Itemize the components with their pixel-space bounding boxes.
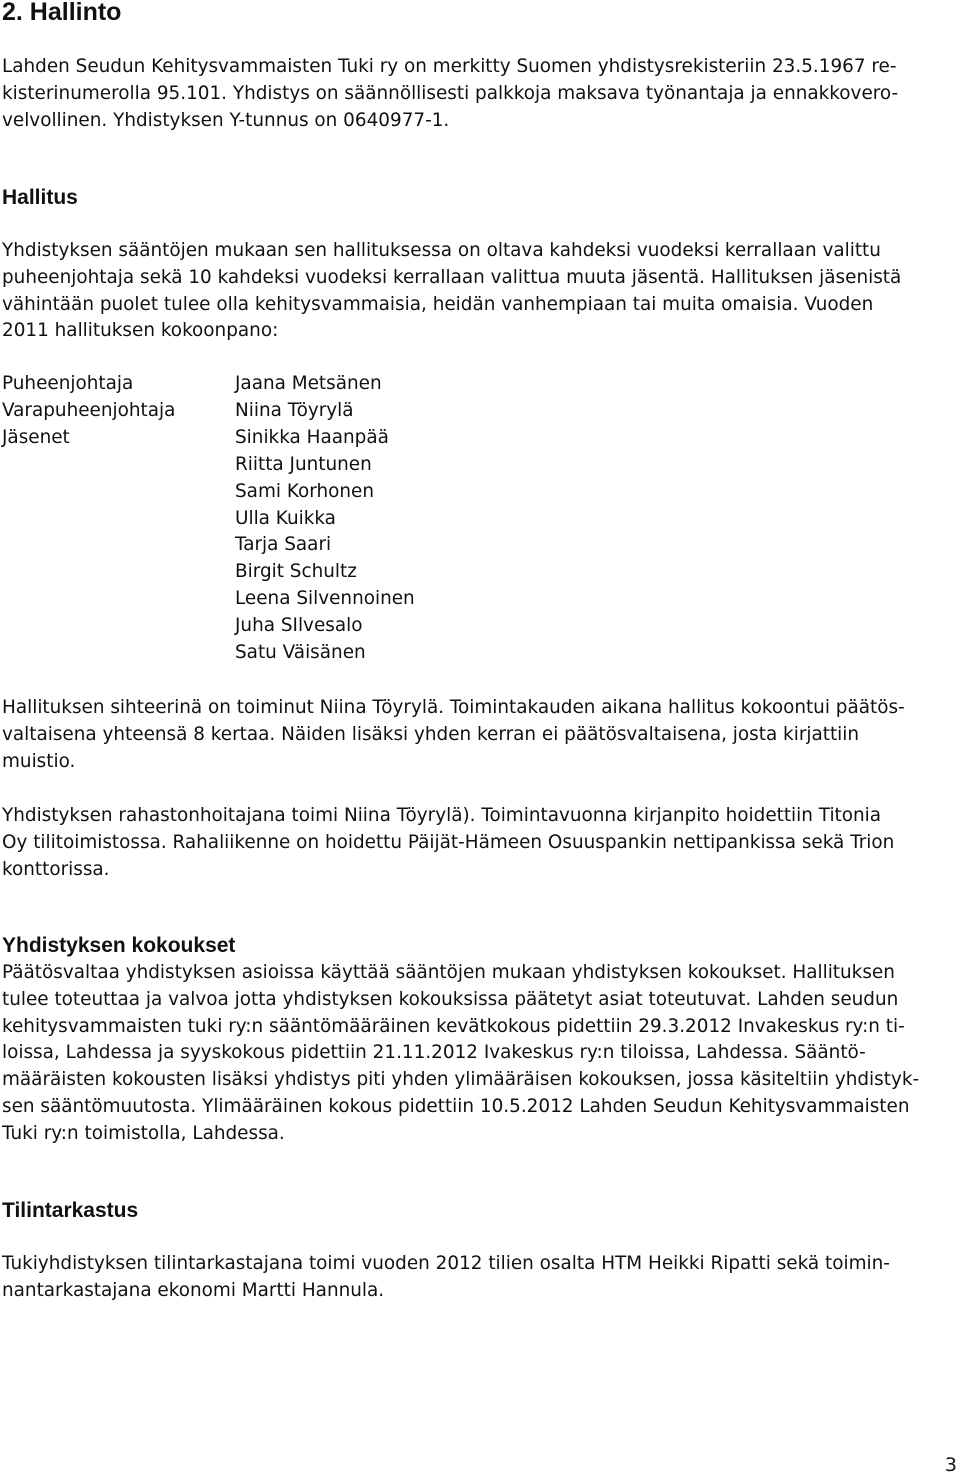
- board-member-name: Riitta Juntunen: [235, 453, 372, 475]
- board-member-name: Satu Väisänen: [235, 642, 366, 664]
- treasurer-line: Yhdistyksen rahastonhoitajana toimi Niina Töyrylä). Toimintavuonna kirjanpito hoidettiin Titonia: [2, 805, 882, 826]
- section-title: 2. Hallinto: [2, 0, 122, 26]
- intro-line: velvollinen. Yhdistyksen Y-tunnus on 0640977-1.: [2, 109, 450, 131]
- intro-line: Lahden Seudun Kehitysvammaisten Tuki ry on merkitty Suomen yhdistysrekisteriin 23.5.1967 re-: [2, 56, 897, 77]
- secretary-line: valtaisena yhteensä 8 kertaa. Näiden lisäksi yhden kerran ei päätösvaltaisena, josta kirjattiin: [2, 723, 860, 745]
- hallitus-line: Yhdistyksen sääntöjen mukaan sen hallituksessa on oltava kahdeksi vuodeksi kerrallaan valittu: [2, 240, 881, 261]
- board-role: Jäsenet: [2, 426, 70, 448]
- board-member-name: Ulla Kuikka: [235, 507, 336, 529]
- board-member-name: Leena Silvennoinen: [235, 588, 415, 610]
- tilintarkastus-heading: Tilintarkastus: [2, 1199, 139, 1222]
- board-member-name: Birgit Schultz: [235, 561, 357, 583]
- kokoukset-line: sen sääntömuutosta. Ylimääräinen kokous pidettiin 10.5.2012 Lahden Seudun Kehitysvammaisten: [2, 1095, 910, 1117]
- kokoukset-line: loissa, Lahdessa ja syyskokous pidettiin 21.11.2012 Ivakeskus ry:n tiloissa, Lahdessa. Sääntö-: [2, 1042, 866, 1064]
- board-roles-column: [2, 371, 175, 452]
- board-member-name: Tarja Saari: [235, 534, 332, 556]
- board-member-name: Sinikka Haanpää: [235, 426, 389, 448]
- board-member-name: Niina Töyrylä: [235, 399, 354, 421]
- tilintarkastus-paragraph: [2, 1251, 952, 1305]
- hallitus-line: 2011 hallituksen kokoonpano:: [2, 320, 279, 342]
- board-member-name: Jaana Metsänen: [235, 373, 382, 394]
- intro-paragraph: [2, 54, 952, 134]
- kokoukset-paragraph: [2, 960, 952, 1148]
- tilintarkastus-line: nantarkastajana ekonomi Martti Hannula.: [2, 1279, 385, 1301]
- kokoukset-line: Päätösvaltaa yhdistyksen asioissa käyttää sääntöjen mukaan yhdistyksen kokoukset. Hallituksen: [2, 962, 895, 983]
- kokoukset-line: kehitysvammaisten tuki ry:n sääntömääräinen kevätkokous pidettiin 29.3.2012 Invakeskus ry:n ti-: [2, 1015, 905, 1037]
- secretary-line: Hallituksen sihteerinä on toiminut Niina Töyrylä. Toimintakauden aikana hallitus kokoontui päätös-: [2, 697, 905, 718]
- board-member-name: Juha SIlvesalo: [235, 615, 363, 637]
- intro-line: kisterinumerolla 95.101. Yhdistys on säännöllisesti palkkoja maksava työnantaja ja ennakkovero-: [2, 82, 899, 104]
- tilintarkastus-line: Tukiyhdistyksen tilintarkastajana toimi vuoden 2012 tilien osalta HTM Heikki Ripatti sekä toimin-: [2, 1253, 890, 1274]
- hallitus-heading: Hallitus: [2, 186, 78, 209]
- treasurer-line: Oy tilitoimistossa. Rahaliikenne on hoidettu Päijät-Hämeen Osuuspankin nettipankissa sekä Trion: [2, 831, 895, 853]
- page-number: 3: [944, 1454, 957, 1476]
- kokoukset-heading: Yhdistyksen kokoukset: [2, 934, 236, 957]
- treasurer-paragraph: [2, 803, 952, 883]
- kokoukset-line: Tuki ry:n toimistolla, Lahdessa.: [2, 1122, 285, 1144]
- secretary-line: muistio.: [2, 750, 76, 772]
- board-role: Puheenjohtaja: [2, 373, 134, 394]
- board-role: Varapuheenjohtaja: [2, 399, 176, 421]
- board-member-name: Sami Korhonen: [235, 480, 374, 502]
- kokoukset-line: tulee toteuttaa ja valvoa jotta yhdistyksen kokouksissa päätetyt asiat toteutuvat. Lahden seudun: [2, 988, 899, 1010]
- treasurer-line: konttorissa.: [2, 858, 110, 880]
- board-names-column: [235, 371, 415, 667]
- hallitus-paragraph: [2, 238, 952, 345]
- hallitus-line: vähintään puolet tulee olla kehitysvammaisia, heidän vanhempiaan tai muita omaisia. Vuoden: [2, 293, 874, 315]
- hallitus-line: puheenjohtaja sekä 10 kahdeksi vuodeksi kerrallaan valittua muuta jäsentä. Hallituksen jäsenistä: [2, 266, 902, 288]
- kokoukset-line: määräisten kokousten lisäksi yhdistys piti yhden ylimääräisen kokouksen, jossa käsiteltiin yhdistyk-: [2, 1069, 920, 1091]
- secretary-paragraph: [2, 695, 952, 775]
